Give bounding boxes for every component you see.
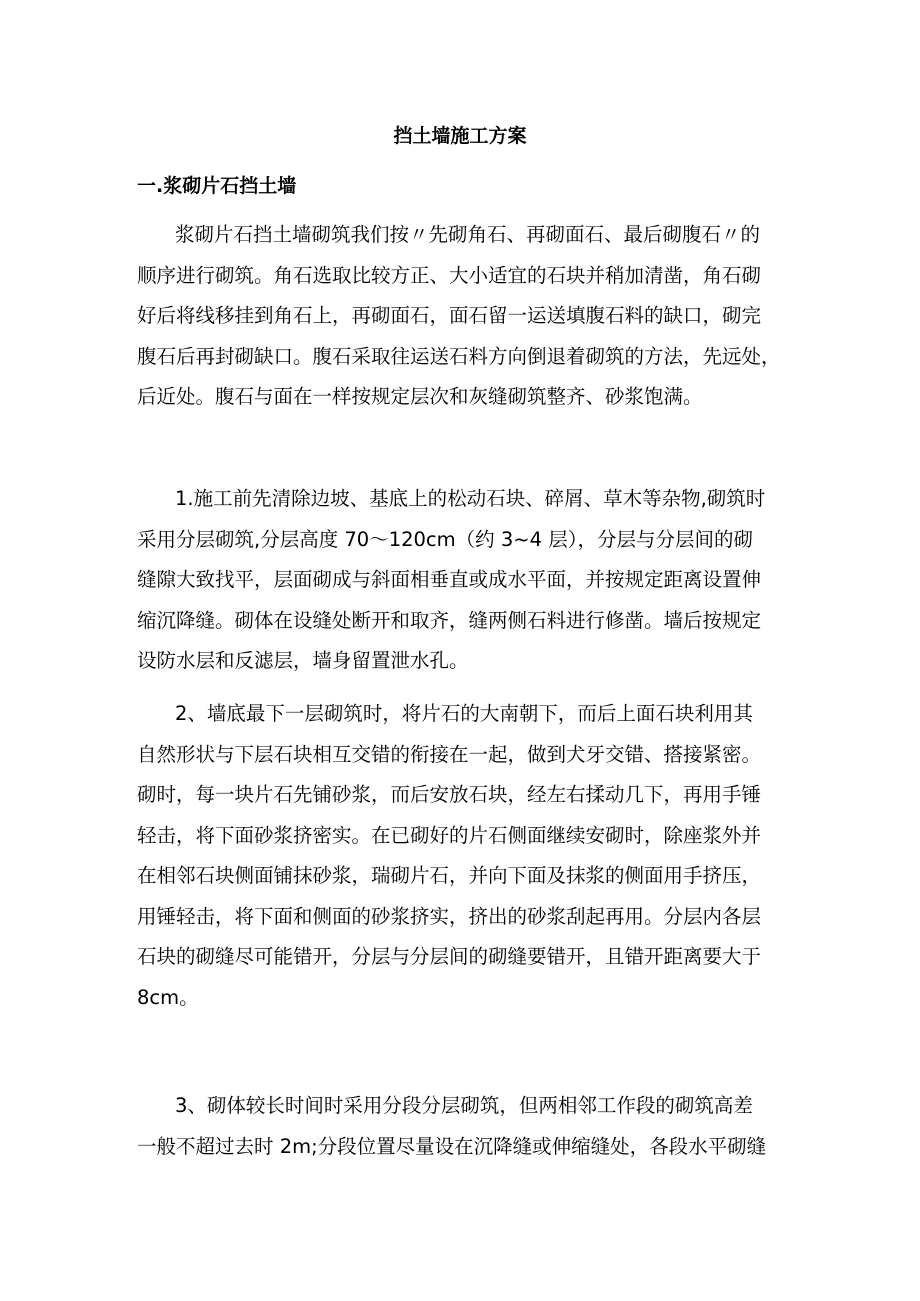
paragraph-line: 一般不超过去时 2m;分段位置尽量设在沉降缝或伸缩缝处，各段水平砌缝	[137, 1134, 767, 1158]
paragraph-4	[137, 1086, 797, 1167]
paragraph-line: 顺序进行砌筑。角石选取比较方正、大小适宜的石块并稍加清凿，角石砌	[137, 263, 762, 287]
paragraph-line: 缩沉降缝。砌体在设缝处断开和取齐，缝两侧石料进行修凿。墙后按规定	[137, 608, 762, 632]
paragraph-line: 8cm。	[137, 985, 199, 1009]
paragraph-line: 设防水层和反滤层，墙身留置泄水孔。	[137, 649, 469, 672]
paragraph-line: 后近处。腹石与面在一样按规定层次和灰缝砌筑整齐、砂浆饱满。	[137, 385, 703, 408]
paragraph-line: 采用分层砌筑,分层高度 70～120cm（约 3~4 层），分层与分层间的砌	[137, 527, 753, 551]
paragraph-1	[137, 215, 797, 418]
paragraph-2	[137, 479, 797, 682]
paragraph-line: 腹石后再封砌缺口。腹石采取往运送石料方向倒退着砌筑的方法，先远处，	[137, 344, 781, 368]
paragraph-line: 2、墙底最下一层砌筑时，将片石的大南朝下，而后上面石块利用其	[175, 702, 753, 725]
paragraph-line: 自然形状与下层石块相互交错的衔接在一起，做到犬牙交错、搭接紧密。	[137, 742, 762, 766]
paragraph-line: 3、砌体较长时间时采用分段分层砌筑，但两相邻工作段的砌筑高差	[175, 1094, 753, 1117]
paragraph-line: 在相邻石块侧面铺抹砂浆，瑞砌片石，并向下面及抹浆的侧面用手挤压，	[137, 864, 762, 887]
paragraph-line: 浆砌片石挡土墙砌筑我们按〃先砌角石、再砌面石、最后砌腹石〃的	[175, 223, 761, 246]
document-title: 挡土墙施工方案	[393, 125, 527, 147]
section-heading: 一.浆砌片石挡土墙	[137, 175, 297, 197]
paragraph-line: 砌时，每一块片石先铺砂浆，而后安放石块，经左右揉动几下，再用手锤	[137, 783, 762, 806]
paragraph-line: 缝隙大致找平，层面砌成与斜面相垂直或成水平面，并按规定距离设置伸	[137, 568, 762, 591]
paragraph-line: 石块的砌缝尽可能错开，分层与分层间的砌缝要错开，且错开距离要大于	[137, 945, 762, 968]
paragraph-line: 1.施工前先清除边坡、基底上的松动石块、碎屑、草木等杂物,砌筑时	[175, 487, 766, 510]
paragraph-line: 用锤轻击，将下面和侧面的砂浆挤实，挤出的砂浆刮起再用。分层内各层	[137, 904, 762, 928]
paragraph-line: 轻击，将下面砂浆挤密实。在已砌好的片石侧面继续安砌时，除座浆外并	[137, 823, 762, 847]
paragraph-3	[137, 694, 797, 1018]
paragraph-line: 好后将线移挂到角石上，再砌面石，面石留一运送填腹石料的缺口，砌完	[137, 304, 762, 327]
